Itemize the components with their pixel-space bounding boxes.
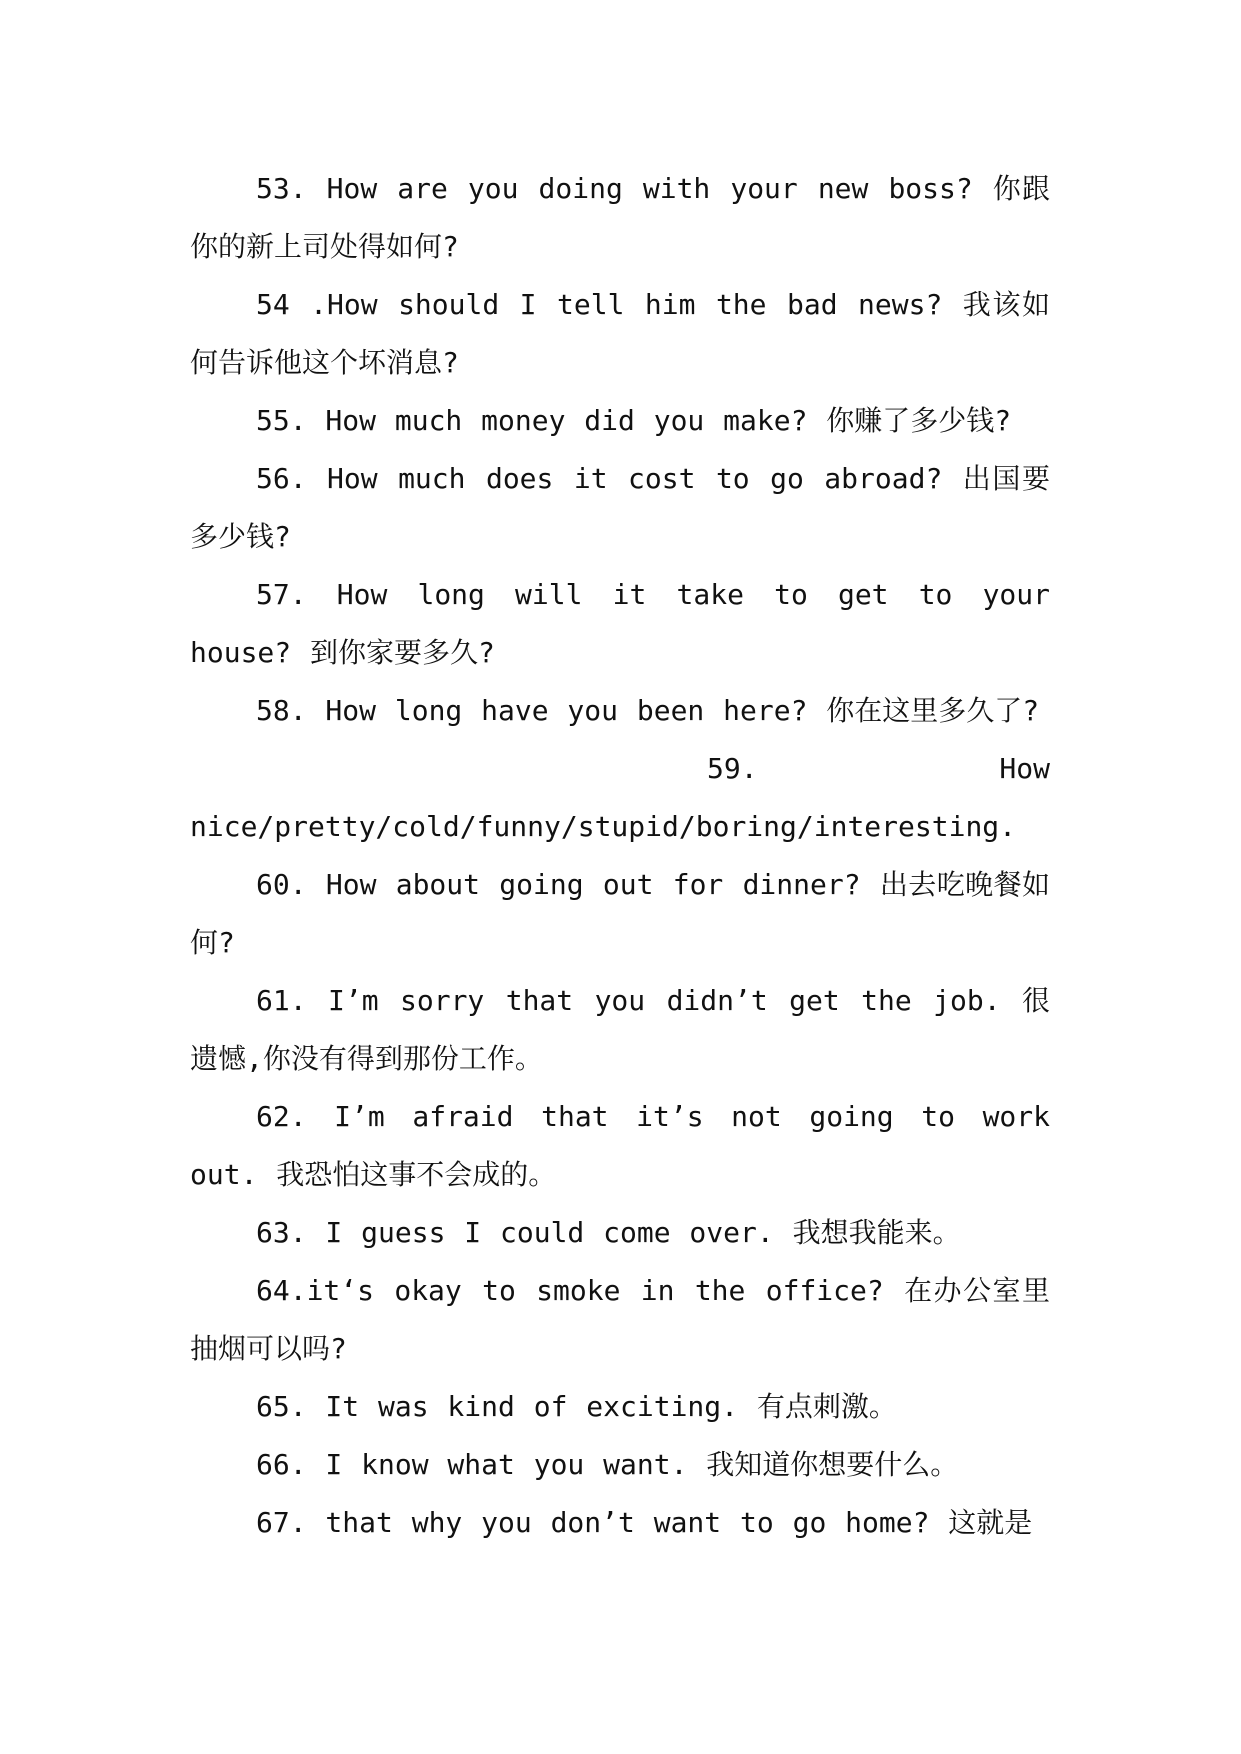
- paragraph-57: 57. How long will it take to get to your house? 到你家要多久?: [190, 578, 1050, 669]
- paragraph-60: 60. How about going out for dinner? 出去吃晚餐如何?: [190, 868, 1050, 959]
- paragraph-61: 61. I’m sorry that you didn’t get the job. 很遗憾,你没有得到那份工作。: [190, 984, 1050, 1075]
- paragraph-67: 67. that why you don’t want to go home? 这就是: [256, 1506, 1033, 1539]
- paragraph-56: 56. How much does it cost to go abroad? 出国要多少钱?: [190, 462, 1050, 553]
- paragraph-53: 53. How are you doing with your new boss? 你跟你的新上司处得如何?: [190, 172, 1050, 263]
- paragraph-59-first-line: [190, 740, 1050, 798]
- paragraph-66: 66. I know what you want. 我知道你想要什么。: [256, 1448, 959, 1481]
- paragraph-55: 55. How much money did you make? 你赚了多少钱?: [256, 404, 1012, 437]
- paragraph-63: 63. I guess I could come over. 我想我能来。: [256, 1216, 961, 1249]
- paragraph-59-first-word: How: [999, 752, 1050, 785]
- paragraph-58: 58. How long have you been here? 你在这里多久了?: [256, 694, 1040, 727]
- paragraph-64: 64.it‘s okay to smoke in the office? 在办公室里抽烟可以吗?: [190, 1274, 1050, 1365]
- paragraph-54: 54 .How should I tell him the bad news? 我该如何告诉他这个坏消息?: [190, 288, 1050, 379]
- paragraph-59-number: 59.: [707, 752, 758, 785]
- document-body: [190, 160, 1050, 1552]
- paragraph-59: [190, 740, 1050, 856]
- paragraph-65: 65. It was kind of exciting. 有点刺激。: [256, 1390, 897, 1423]
- paragraph-62: 62. I’m afraid that it’s not going to work out. 我恐怕这事不会成的。: [190, 1100, 1050, 1191]
- paragraph-59-rest: nice/pretty/cold/funny/stupid/boring/interesting.: [190, 810, 1017, 843]
